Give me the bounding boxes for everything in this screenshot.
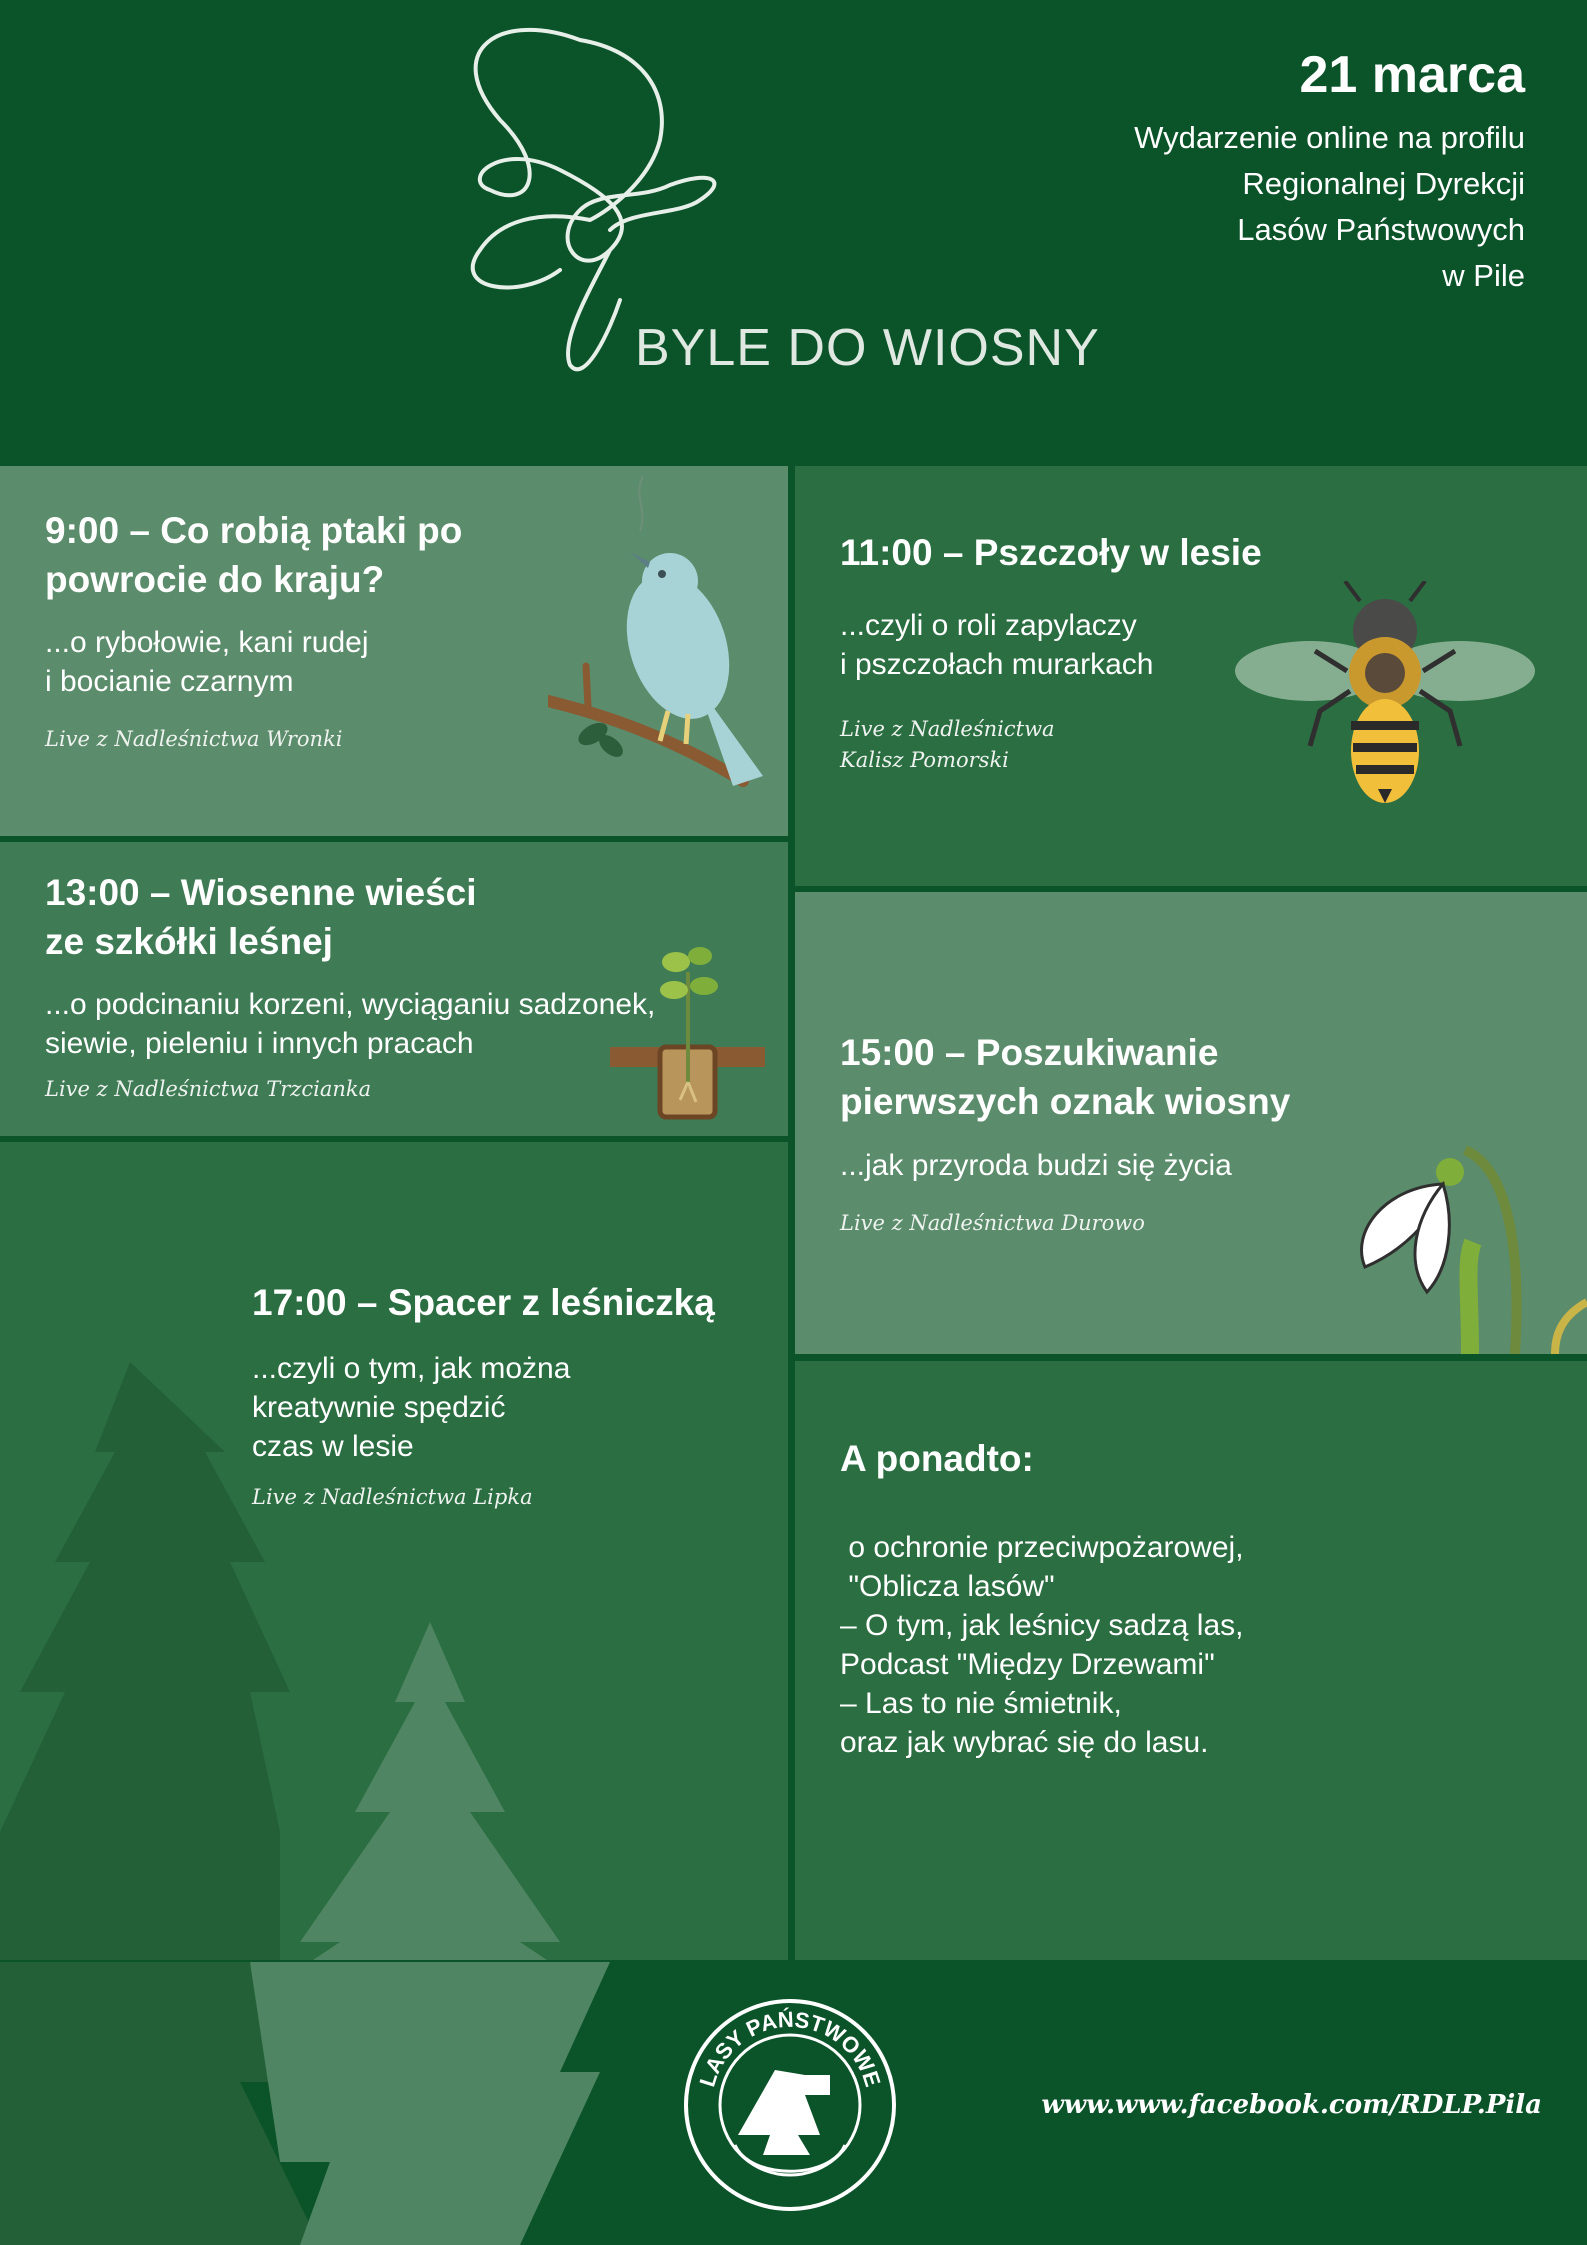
event-description-line: ...o rybołowie, kani rudej xyxy=(45,626,369,659)
event-title: 11:00 – Pszczoły w lesie xyxy=(840,532,1262,573)
event-title-line: ze szkółki leśnej xyxy=(45,921,333,962)
event-description-line: ...czyli o tym, jak można xyxy=(252,1352,571,1385)
event-live-line: Live z Nadleśnictwa xyxy=(840,717,1055,741)
event-info-line: Regionalnej Dyrekcji xyxy=(1242,166,1525,201)
event-description-line: czas w lesie xyxy=(252,1430,414,1463)
event-description: ...jak przyroda budzi się życia xyxy=(840,1149,1232,1182)
bird-on-branch-icon xyxy=(548,466,778,796)
event-title-line: 13:00 – Wiosenne wieści xyxy=(45,872,477,913)
extras-line: oraz jak wybrać się do lasu. xyxy=(840,1726,1209,1759)
event-live-source: Live z Nadleśnictwa Trzcianka xyxy=(45,1077,372,1101)
event-description-line: siewie, pieleniu i innych pracach xyxy=(45,1027,474,1060)
logo-text: BYLE DO WIOSNY xyxy=(635,319,1100,377)
event-panel-1500 xyxy=(795,892,1587,1354)
spruce-tree-continuation-icon xyxy=(0,1962,620,2245)
event-title xyxy=(45,868,477,966)
extras-line: – Las to nie śmietnik, xyxy=(840,1687,1122,1720)
event-title xyxy=(840,1028,1290,1126)
event-description-line: i pszczołach murarkach xyxy=(840,648,1154,681)
lasy-panstwowe-emblem-icon xyxy=(680,1995,900,2215)
event-title xyxy=(45,506,462,604)
event-title-line: powrocie do kraju? xyxy=(45,559,385,600)
event-info xyxy=(1134,115,1525,299)
event-date: 21 marca xyxy=(1299,46,1525,104)
event-info-line: Wydarzenie online na profilu xyxy=(1134,120,1525,155)
event-live-source: Live z Nadleśnictwa Lipka xyxy=(252,1485,533,1509)
event-description-line: ...o podcinaniu korzeni, wyciąganiu sadzonek, xyxy=(45,988,656,1021)
event-description-line: ...czyli o roli zapylaczy xyxy=(840,609,1137,642)
event-description xyxy=(840,606,1153,684)
event-description-line: kreatywnie spędzić xyxy=(252,1391,506,1424)
seedling-icon xyxy=(610,942,765,1122)
extras-line: – O tym, jak leśnicy sadzą las, xyxy=(840,1609,1244,1642)
event-description-line: i bocianie czarnym xyxy=(45,665,294,698)
event-panel-1300 xyxy=(0,842,788,1136)
snowdrop-icon xyxy=(1345,1092,1587,1354)
event-live-source: Live z Nadleśnictwa Durowo xyxy=(840,1211,1145,1235)
event-description xyxy=(45,985,655,1063)
extras-line: "Oblicza lasów" xyxy=(840,1570,1055,1603)
emblem-text: LASY PAŃSTWOWE xyxy=(694,2006,886,2090)
header xyxy=(0,0,1587,462)
event-info-line: w Pile xyxy=(1442,258,1525,293)
facebook-link[interactable]: www.www.facebook.com/RDLP.Pila xyxy=(1041,2090,1542,2120)
extras-line: o ochronie przeciwpożarowej, xyxy=(840,1531,1244,1564)
event-info-line: Lasów Państwowych xyxy=(1237,212,1525,247)
event-title-line: 9:00 – Co robią ptaki po xyxy=(45,510,463,551)
event-live-line: Kalisz Pomorski xyxy=(840,748,1009,772)
event-live-source xyxy=(840,714,1055,776)
extras-list xyxy=(840,1528,1244,1762)
extras-line: Podcast "Między Drzewami" xyxy=(840,1648,1215,1681)
event-panel-1700 xyxy=(0,1142,788,1960)
event-panel-0900 xyxy=(0,466,788,836)
extras-title: A ponadto: xyxy=(840,1438,1034,1479)
event-title: 17:00 – Spacer z leśniczką xyxy=(252,1282,715,1323)
event-title-line: pierwszych oznak wiosny xyxy=(840,1081,1291,1122)
bee-icon xyxy=(1235,581,1535,811)
event-description xyxy=(45,623,369,701)
event-description xyxy=(252,1349,570,1466)
event-panel-1100 xyxy=(795,466,1587,886)
event-live-source: Live z Nadleśnictwa Wronki xyxy=(45,727,343,751)
event-title-line: 15:00 – Poszukiwanie xyxy=(840,1032,1219,1073)
